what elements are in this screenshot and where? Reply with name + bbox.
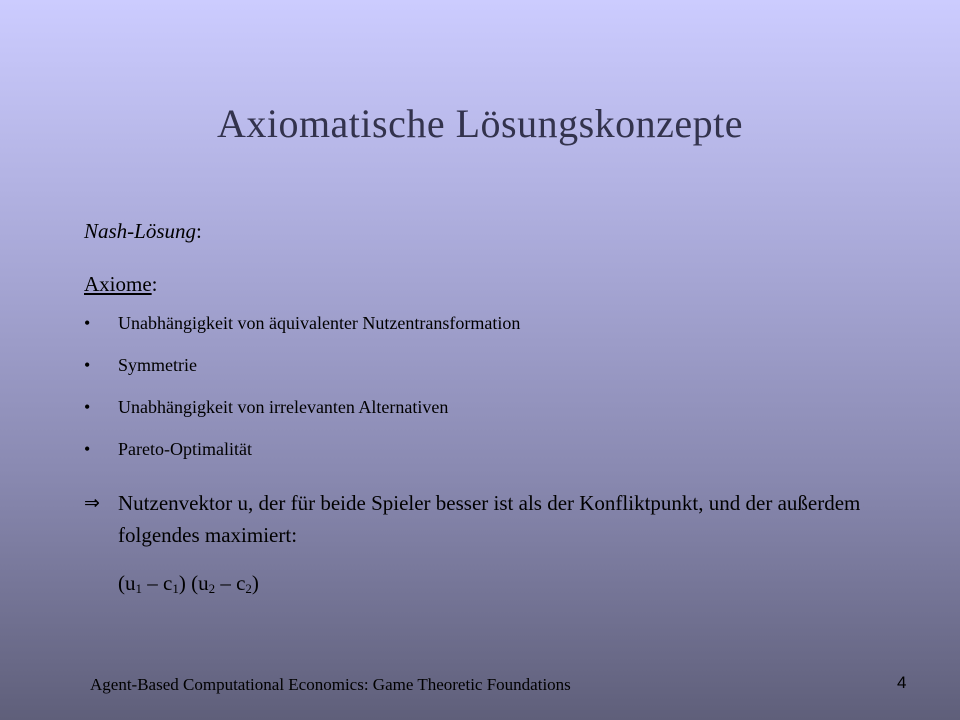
formula-part: – c [215, 571, 246, 595]
subheading [84, 215, 904, 247]
formula-subscript: 2 [208, 581, 216, 596]
list-item [84, 310, 904, 336]
bullet-icon: • [84, 439, 91, 459]
list-item [84, 352, 904, 378]
bullet-icon: • [84, 355, 91, 375]
nash-product-formula [118, 567, 259, 605]
list-item-text: Unabhängigkeit von irrelevanten Alternativen [118, 397, 449, 417]
axiome-heading [84, 268, 158, 300]
axiome-colon: : [151, 272, 158, 296]
slide-title: Axiomatische Lösungskonzepte [216, 101, 744, 146]
slide-body [84, 215, 904, 596]
formula-subscript: 1 [135, 581, 142, 596]
formula-part: (u [118, 571, 136, 595]
conclusion-text: Nutzenvektor u, der für beide Spieler besser ist als der Konfliktpunkt, und der außerdem folgendes maximiert: [118, 491, 861, 547]
subheading-colon: : [196, 219, 202, 243]
conclusion [84, 487, 904, 551]
bullet-icon: • [84, 313, 91, 333]
list-item-text: Pareto-Optimalität [118, 439, 252, 459]
formula-part: – c [142, 571, 173, 595]
axiom-list [84, 310, 904, 478]
list-item-text: Symmetrie [118, 355, 197, 375]
implies-arrow-icon: ⇒ [84, 492, 100, 514]
formula-part: ) (u [178, 571, 209, 595]
page-number: 4 [897, 673, 907, 692]
list-item [84, 436, 904, 462]
footer-text: Agent-Based Computational Economics: Game Theoretic Foundations [90, 675, 571, 694]
list-item [84, 394, 904, 420]
axiome-label: Axiome [84, 272, 152, 296]
formula-part: ) [251, 571, 259, 595]
formula-subscript: 2 [245, 581, 252, 596]
subheading-text: Nash-Lösung [84, 219, 197, 243]
list-item-text: Unabhängigkeit von äquivalenter Nutzentransformation [118, 313, 521, 333]
formula-subscript: 1 [172, 581, 179, 596]
bullet-icon: • [84, 397, 91, 417]
